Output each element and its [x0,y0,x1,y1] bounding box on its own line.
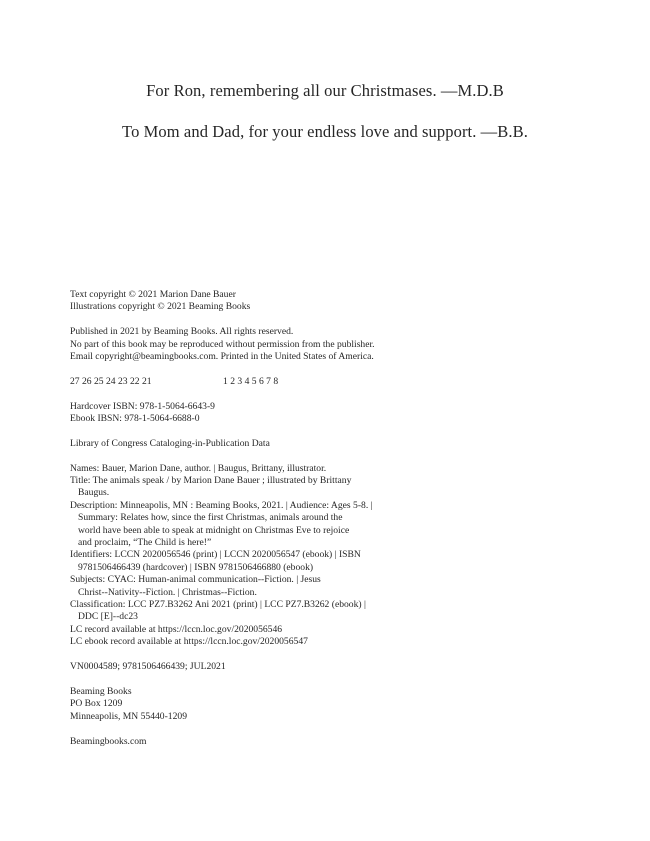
address-line: Beaming Books [70,685,132,697]
cip-line: Christ--Nativity--Fiction. | Christmas--Fiction. [78,586,257,598]
cip-line: LC record available at https://lccn.loc.gov/2020056546 [70,623,283,635]
publication-notice [70,326,590,363]
cip-line: Baugus. [78,487,110,499]
dedications [0,80,650,143]
cip-line: Classification: LCC PZ7.B3262 Ani 2021 (print) | LCC PZ7.B3262 (ebook) | [70,599,366,611]
cip-heading-text: Library of Congress Cataloging-in-Publication Data [70,437,270,449]
website-text: Beamingbooks.com [70,735,147,747]
cip-line: Summary: Relates how, since the first Christmas, animals around the [78,512,343,524]
ebook-isbn: Ebook IBSN: 978-1-5064-6688-0 [70,413,200,425]
hardcover-isbn: Hardcover ISBN: 978-1-5064-6643-9 [70,400,215,412]
illustrations-copyright: Illustrations copyright © 2021 Beaming Books [70,301,251,313]
cip-line: world have been able to speak at midnight on Christmas Eve to rejoice [78,524,350,536]
cip-line: and proclaim, “The Child is here!” [78,537,212,549]
text-copyright: Text copyright © 2021 Marion Dane Bauer [70,289,236,300]
cip-line: 9781506466439 (hardcover) | ISBN 9781506466880 (ebook) [78,561,314,573]
printing-years: 27 26 25 24 23 22 21 [70,375,152,387]
address-line: PO Box 1209 [70,698,123,710]
printing-line [70,376,590,388]
publisher-website [70,736,590,748]
copyright-notices [70,289,590,314]
publisher-address [70,686,590,723]
cip-data [70,463,590,649]
cip-line: DDC [E]--dc23 [78,611,138,623]
cip-heading [70,438,590,450]
cip-line: Description: Minneapolis, MN : Beaming Books, 2021. | Audience: Ages 5-8. | [70,499,373,511]
cip-line: Identifiers: LCCN 2020056546 (print) | LCCN 2020056547 (ebook) | ISBN [70,549,361,561]
vn-code [70,661,590,673]
cip-line: LC ebook record available at https://lccn.loc.gov/2020056547 [70,636,308,648]
isbn-block [70,401,590,426]
address-line: Minneapolis, MN 55440-1209 [70,710,187,722]
cip-line: Names: Bauer, Marion Dane, author. | Baugus, Brittany, illustrator. [70,462,327,474]
vn-code-text: VN0004589; 9781506466439; JUL2021 [70,661,226,673]
printing-numbers: 1 2 3 4 5 6 7 8 [223,375,279,387]
reproduction-notice: No part of this book may be reproduced without permission from the publisher. [70,338,375,350]
cip-line: Title: The animals speak / by Marion Dane Bauer ; illustrated by Brittany [70,475,352,487]
dedication-author: For Ron, remembering all our Christmases. —M.D.B [146,81,504,100]
copyright-page [70,289,590,760]
contact-email: Email copyright@beamingbooks.com. Printed in the United States of America. [70,351,374,363]
cip-line: Subjects: CYAC: Human-animal communication--Fiction. | Jesus [70,574,321,586]
published-line: Published in 2021 by Beaming Books. All rights reserved. [70,326,294,338]
dedication-illustrator: To Mom and Dad, for your endless love and support. —B.B. [122,122,528,141]
